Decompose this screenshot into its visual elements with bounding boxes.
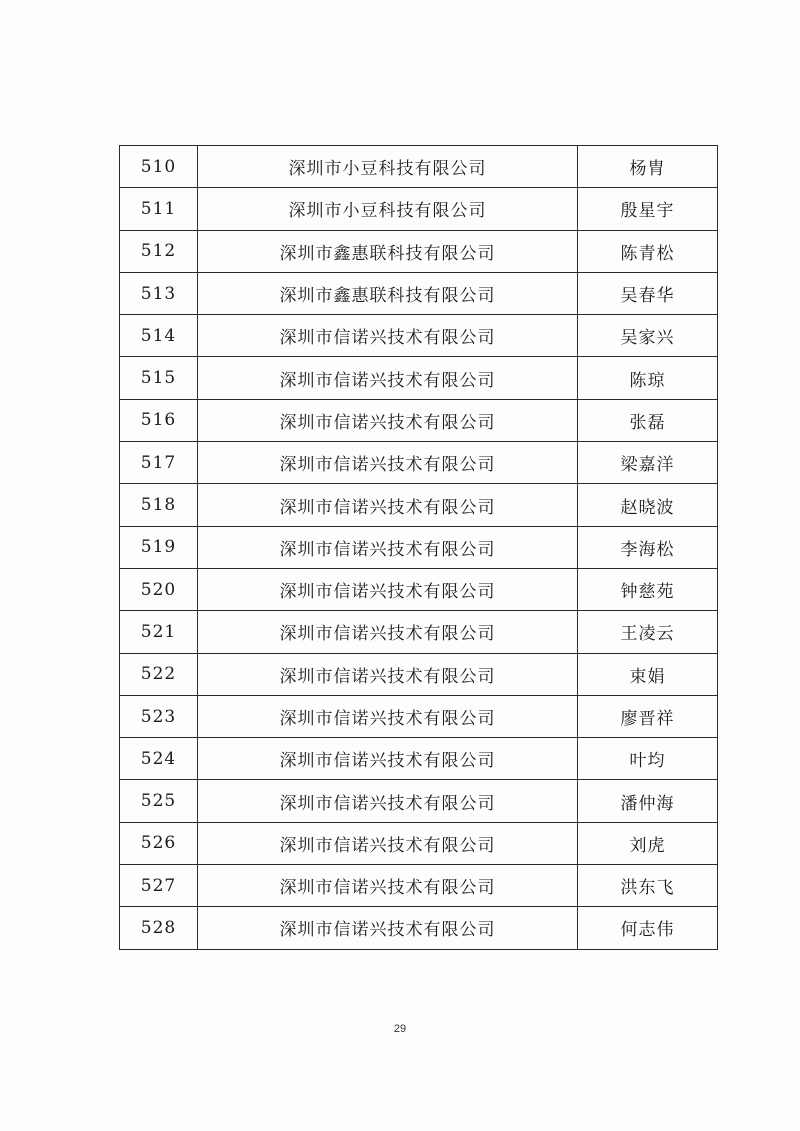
company-cell: 深圳市信诺兴技术有限公司 <box>198 780 578 822</box>
person-name-cell: 杨胄 <box>578 146 718 188</box>
row-number-cell: 521 <box>120 611 198 653</box>
table-row <box>120 315 718 357</box>
company-cell: 深圳市信诺兴技术有限公司 <box>198 907 578 949</box>
row-number-cell: 516 <box>120 399 198 441</box>
person-name-cell: 洪东飞 <box>578 865 718 907</box>
row-number-cell: 519 <box>120 526 198 568</box>
table-row <box>120 357 718 399</box>
company-cell: 深圳市鑫惠联科技有限公司 <box>198 272 578 314</box>
roster-table <box>119 145 718 950</box>
row-number-cell: 513 <box>120 272 198 314</box>
person-name-cell: 潘仲海 <box>578 780 718 822</box>
row-number-cell: 522 <box>120 653 198 695</box>
person-name-cell: 何志伟 <box>578 907 718 949</box>
table-row <box>120 907 718 949</box>
table-row <box>120 865 718 907</box>
row-number-cell: 528 <box>120 907 198 949</box>
table-row <box>120 738 718 780</box>
table-row <box>120 272 718 314</box>
company-cell: 深圳市小豆科技有限公司 <box>198 146 578 188</box>
row-number-cell: 514 <box>120 315 198 357</box>
person-name-cell: 梁嘉洋 <box>578 442 718 484</box>
table-row <box>120 653 718 695</box>
company-cell: 深圳市信诺兴技术有限公司 <box>198 315 578 357</box>
table-row <box>120 442 718 484</box>
person-name-cell: 殷星宇 <box>578 188 718 230</box>
table-row <box>120 695 718 737</box>
row-number-cell: 527 <box>120 865 198 907</box>
person-name-cell: 刘虎 <box>578 822 718 864</box>
company-cell: 深圳市信诺兴技术有限公司 <box>198 568 578 610</box>
table-row <box>120 188 718 230</box>
row-number-cell: 525 <box>120 780 198 822</box>
company-cell: 深圳市信诺兴技术有限公司 <box>198 822 578 864</box>
row-number-cell: 517 <box>120 442 198 484</box>
person-name-cell: 赵晓波 <box>578 484 718 526</box>
table-row <box>120 146 718 188</box>
person-name-cell: 李海松 <box>578 526 718 568</box>
company-cell: 深圳市信诺兴技术有限公司 <box>198 865 578 907</box>
person-name-cell: 束娟 <box>578 653 718 695</box>
person-name-cell: 吴家兴 <box>578 315 718 357</box>
row-number-cell: 515 <box>120 357 198 399</box>
company-cell: 深圳市信诺兴技术有限公司 <box>198 695 578 737</box>
company-cell: 深圳市信诺兴技术有限公司 <box>198 526 578 568</box>
row-number-cell: 520 <box>120 568 198 610</box>
company-cell: 深圳市信诺兴技术有限公司 <box>198 357 578 399</box>
person-name-cell: 钟慈苑 <box>578 568 718 610</box>
company-cell: 深圳市信诺兴技术有限公司 <box>198 611 578 653</box>
person-name-cell: 廖晋祥 <box>578 695 718 737</box>
roster-table-body <box>120 146 718 950</box>
table-row <box>120 526 718 568</box>
company-cell: 深圳市信诺兴技术有限公司 <box>198 484 578 526</box>
company-cell: 深圳市信诺兴技术有限公司 <box>198 738 578 780</box>
row-number-cell: 524 <box>120 738 198 780</box>
table-row <box>120 568 718 610</box>
table-row <box>120 822 718 864</box>
table-row <box>120 611 718 653</box>
table-row <box>120 780 718 822</box>
company-cell: 深圳市信诺兴技术有限公司 <box>198 399 578 441</box>
person-name-cell: 王凌云 <box>578 611 718 653</box>
row-number-cell: 511 <box>120 188 198 230</box>
row-number-cell: 523 <box>120 695 198 737</box>
person-name-cell: 叶均 <box>578 738 718 780</box>
table-row <box>120 399 718 441</box>
person-name-cell: 陈青松 <box>578 230 718 272</box>
page-number: 29 <box>393 1023 407 1035</box>
person-name-cell: 陈琼 <box>578 357 718 399</box>
person-name-cell: 吴春华 <box>578 272 718 314</box>
person-name-cell: 张磊 <box>578 399 718 441</box>
table-row <box>120 484 718 526</box>
row-number-cell: 510 <box>120 146 198 188</box>
row-number-cell: 526 <box>120 822 198 864</box>
company-cell: 深圳市鑫惠联科技有限公司 <box>198 230 578 272</box>
company-cell: 深圳市信诺兴技术有限公司 <box>198 653 578 695</box>
company-cell: 深圳市信诺兴技术有限公司 <box>198 442 578 484</box>
table-row <box>120 230 718 272</box>
row-number-cell: 512 <box>120 230 198 272</box>
company-cell: 深圳市小豆科技有限公司 <box>198 188 578 230</box>
row-number-cell: 518 <box>120 484 198 526</box>
